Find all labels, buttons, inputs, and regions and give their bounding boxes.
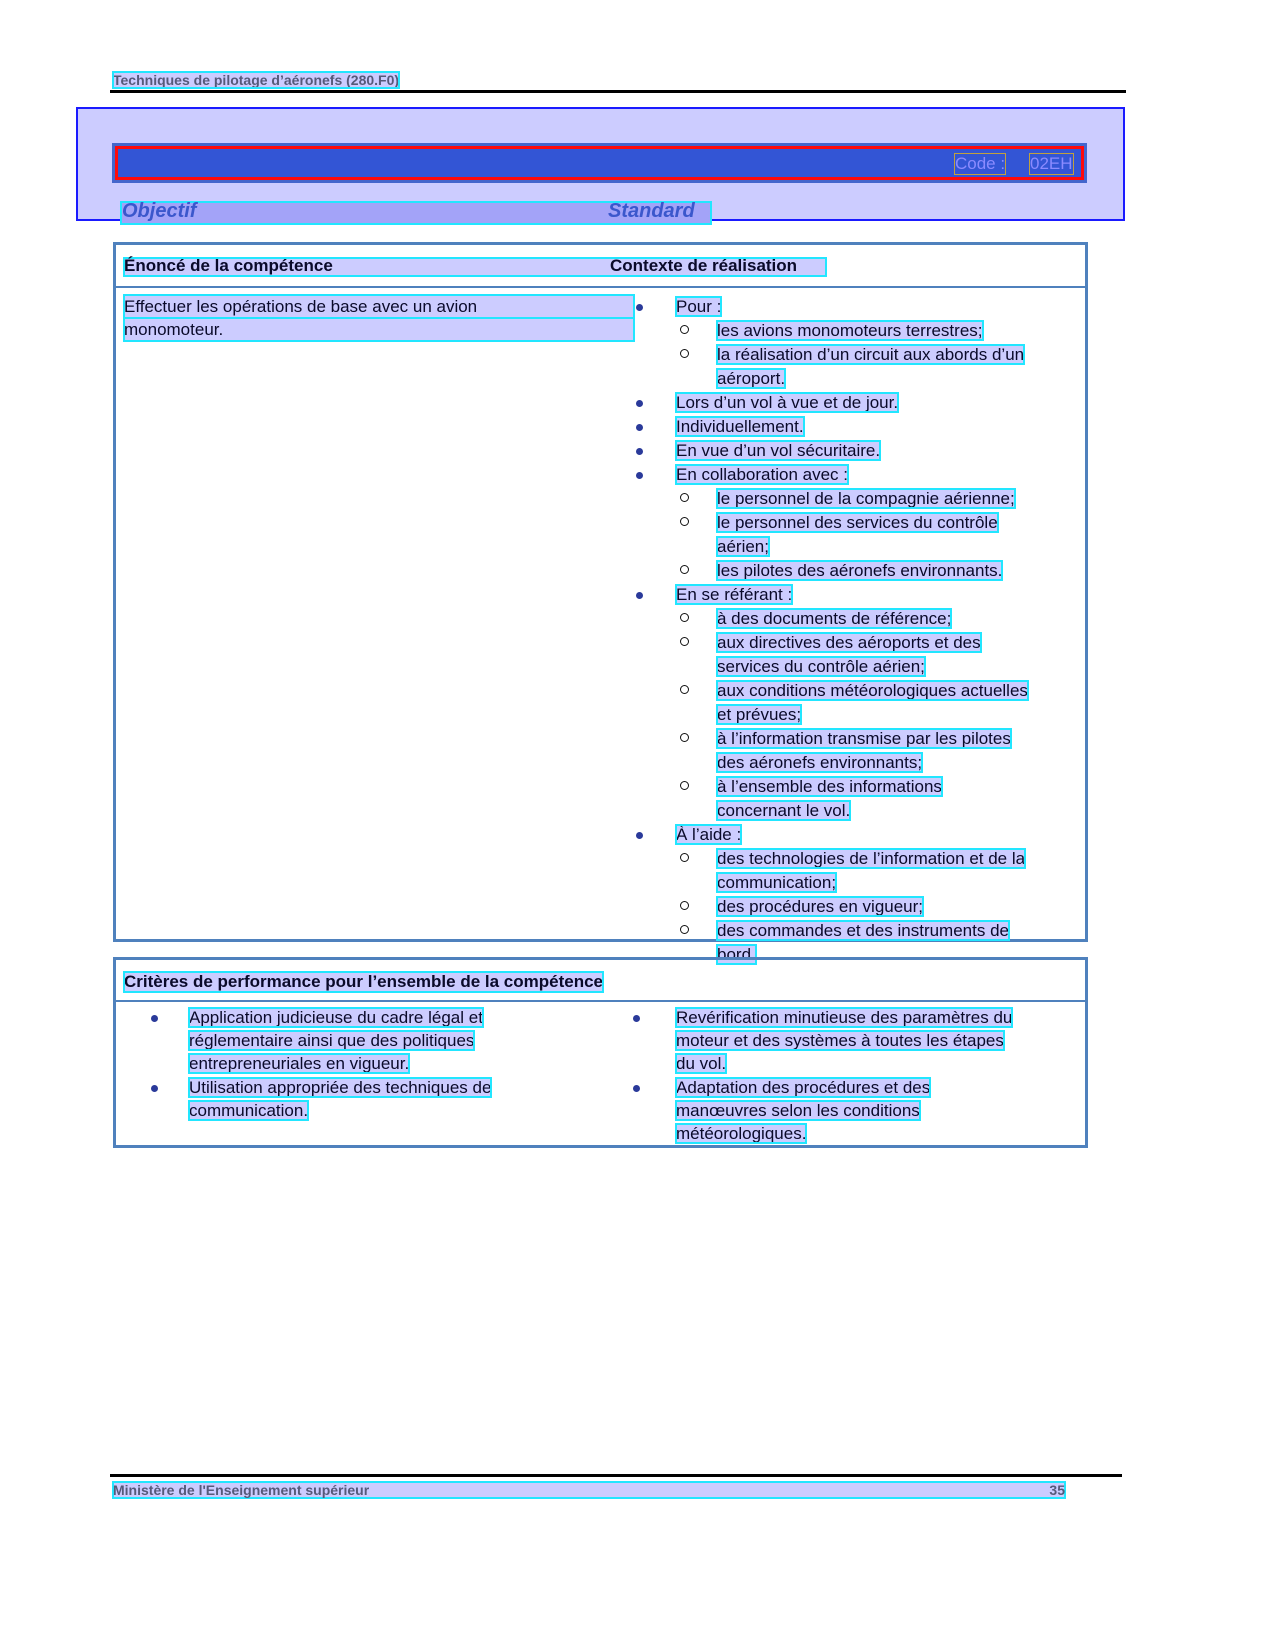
contexte-subitem <box>636 751 1086 775</box>
criteres-text: météorologiques. <box>676 1124 807 1144</box>
contexte-item <box>636 391 1086 415</box>
circle-bullet-icon <box>680 349 689 358</box>
contexte-subitem-text: à l’information transmise par les pilotes <box>717 729 1011 748</box>
criteres-line <box>149 1099 609 1122</box>
circle-bullet-icon <box>680 901 689 910</box>
criteres-line <box>636 1122 1076 1145</box>
contexte-item-text: Pour : <box>676 297 722 316</box>
criteres-line <box>636 1052 1076 1075</box>
contexte-item-text: Individuellement. <box>676 417 804 436</box>
criteres-text: Adaptation des procédures et des <box>676 1077 931 1097</box>
enonce-header: Énoncé de la compétence <box>124 256 333 275</box>
footer-rule <box>110 1474 1122 1477</box>
contexte-subitem <box>636 895 1086 919</box>
criteres-text: du vol. <box>676 1054 727 1074</box>
criteres-header: Critères de performance pour l’ensemble de la compétence <box>124 972 603 991</box>
footer-ministry: Ministère de l'Enseignement supérieur <box>113 1482 370 1498</box>
criteres-divider <box>116 1000 1085 1002</box>
criteres-text: Utilisation appropriée des techniques de <box>189 1077 492 1097</box>
footer <box>113 1482 1065 1498</box>
contexte-header: Contexte de réalisation <box>610 256 798 275</box>
contexte-subitem <box>636 703 1086 727</box>
contexte-item-text: En vue d’un vol sécuritaire. <box>676 441 881 460</box>
circle-bullet-icon <box>680 853 689 862</box>
contexte-item-text: En se référant : <box>676 585 793 604</box>
page-number: 35 <box>1049 1482 1065 1498</box>
contexte-subitem <box>636 679 1086 703</box>
contexte-list <box>636 295 1086 967</box>
bullet-icon <box>636 832 643 839</box>
contexte-item-text: À l’aide : <box>676 825 742 844</box>
circle-bullet-icon <box>680 781 689 790</box>
contexte-subitem <box>636 799 1086 823</box>
contexte-subitem-text: concernant le vol. <box>717 801 851 820</box>
contexte-subitem-text: le personnel de la compagnie aérienne; <box>717 489 1015 508</box>
bullet-icon <box>636 472 643 479</box>
contexte-subitem-text: le personnel des services du contrôle <box>717 513 998 532</box>
contexte-item <box>636 823 1086 847</box>
contexte-item <box>636 583 1086 607</box>
contexte-subitem <box>636 727 1086 751</box>
contexte-subitem-text: communication; <box>717 873 837 892</box>
bullet-icon <box>151 1015 158 1022</box>
standard-label: Standard <box>608 200 695 222</box>
contexte-item <box>636 295 1086 319</box>
contexte-item-text: En collaboration avec : <box>676 465 848 484</box>
objective-row <box>122 200 710 223</box>
contexte-subitem <box>636 535 1086 559</box>
circle-bullet-icon <box>680 517 689 526</box>
contexte-subitem <box>636 919 1086 943</box>
criteres-line <box>149 1029 609 1052</box>
circle-bullet-icon <box>680 493 689 502</box>
contexte-subitem-text: des aéronefs environnants; <box>717 753 923 772</box>
contexte-subitem-text: et prévues; <box>717 705 802 724</box>
header-title: Techniques de pilotage d’aéronefs (280.F0) <box>113 72 400 88</box>
criteres-text: réglementaire ainsi que des politiques <box>189 1031 475 1051</box>
criteres-text: communication. <box>189 1100 309 1120</box>
code-value: 02EH <box>1030 154 1073 173</box>
contexte-subitem <box>636 511 1086 535</box>
contexte-subitem-text: à des documents de référence; <box>717 609 952 628</box>
contexte-subitem-text: bord. <box>717 945 756 964</box>
criteres-text: entrepreneuriales en vigueur. <box>189 1054 410 1074</box>
contexte-subitem <box>636 775 1086 799</box>
contexte-subitem-text: aux conditions météorologiques actuelles <box>717 681 1028 700</box>
criteres-line <box>149 1052 609 1075</box>
contexte-subitem <box>636 319 1086 343</box>
code-bar <box>112 143 1087 183</box>
contexte-subitem-text: des commandes et des instruments de <box>717 921 1009 940</box>
criteres-line <box>636 1076 1076 1099</box>
contexte-subitem-text: les pilotes des aéronefs environnants. <box>717 561 1003 580</box>
bullet-icon <box>636 448 643 455</box>
criteres-line <box>636 1099 1076 1122</box>
enonce-text: Effectuer les opérations de base avec un avion monomoteur. <box>124 295 634 341</box>
contexte-item-text: Lors d’un vol à vue et de jour. <box>676 393 899 412</box>
criteres-line <box>149 1006 609 1029</box>
contexte-item <box>636 415 1086 439</box>
contexte-subitem-text: aéroport. <box>717 369 786 388</box>
competence-table <box>113 242 1088 964</box>
contexte-item <box>636 439 1086 463</box>
circle-bullet-icon <box>680 325 689 334</box>
contexte-subitem <box>636 559 1086 583</box>
contexte-subitem-text: des technologies de l’information et de la <box>717 849 1026 868</box>
criteres-text: Application judicieuse du cadre légal et <box>189 1008 483 1027</box>
circle-bullet-icon <box>680 613 689 622</box>
competence-header-row <box>124 258 826 276</box>
criteres-line <box>636 1029 1076 1052</box>
criteres-table <box>113 957 1088 1148</box>
criteres-left <box>149 1006 609 1122</box>
criteres-text: manœuvres selon les conditions <box>676 1100 920 1120</box>
contexte-subitem-text: les avions monomoteurs terrestres; <box>717 321 983 340</box>
contexte-subitem-text: aérien; <box>717 537 769 556</box>
circle-bullet-icon <box>680 637 689 646</box>
criteres-line <box>149 1076 609 1099</box>
contexte-subitem <box>636 847 1086 871</box>
header-divider <box>116 286 1085 288</box>
criteres-line <box>636 1006 1076 1029</box>
bullet-icon <box>636 424 643 431</box>
bullet-icon <box>636 592 643 599</box>
contexte-subitem <box>636 871 1086 895</box>
code-label: Code : <box>955 154 1006 173</box>
contexte-subitem-text: des procédures en vigueur; <box>717 897 924 916</box>
circle-bullet-icon <box>680 565 689 574</box>
contexte-subitem <box>636 607 1086 631</box>
criteres-text: Revérification minutieuse des paramètres du <box>676 1008 1013 1027</box>
criteres-text: moteur et des systèmes à toutes les étapes <box>676 1031 1004 1051</box>
contexte-subitem <box>636 343 1086 367</box>
bullet-icon <box>636 304 643 311</box>
bullet-icon <box>633 1015 640 1022</box>
contexte-subitem-text: services du contrôle aérien; <box>717 657 925 676</box>
objective-label: Objectif <box>122 200 197 222</box>
circle-bullet-icon <box>680 733 689 742</box>
contexte-item <box>636 463 1086 487</box>
contexte-subitem <box>636 655 1086 679</box>
bullet-icon <box>151 1085 158 1092</box>
contexte-subitem-text: aux directives des aéroports et des <box>717 633 981 652</box>
contexte-subitem-text: la réalisation d’un circuit aux abords d’un <box>717 345 1025 364</box>
contexte-subitem <box>636 631 1086 655</box>
contexte-subitem <box>636 487 1086 511</box>
criteres-right <box>636 1006 1076 1145</box>
circle-bullet-icon <box>680 685 689 694</box>
contexte-subitem-text: à l’ensemble des informations <box>717 777 942 796</box>
bullet-icon <box>633 1085 640 1092</box>
bullet-icon <box>636 400 643 407</box>
contexte-subitem <box>636 367 1086 391</box>
circle-bullet-icon <box>680 925 689 934</box>
header-rule <box>110 90 1126 93</box>
